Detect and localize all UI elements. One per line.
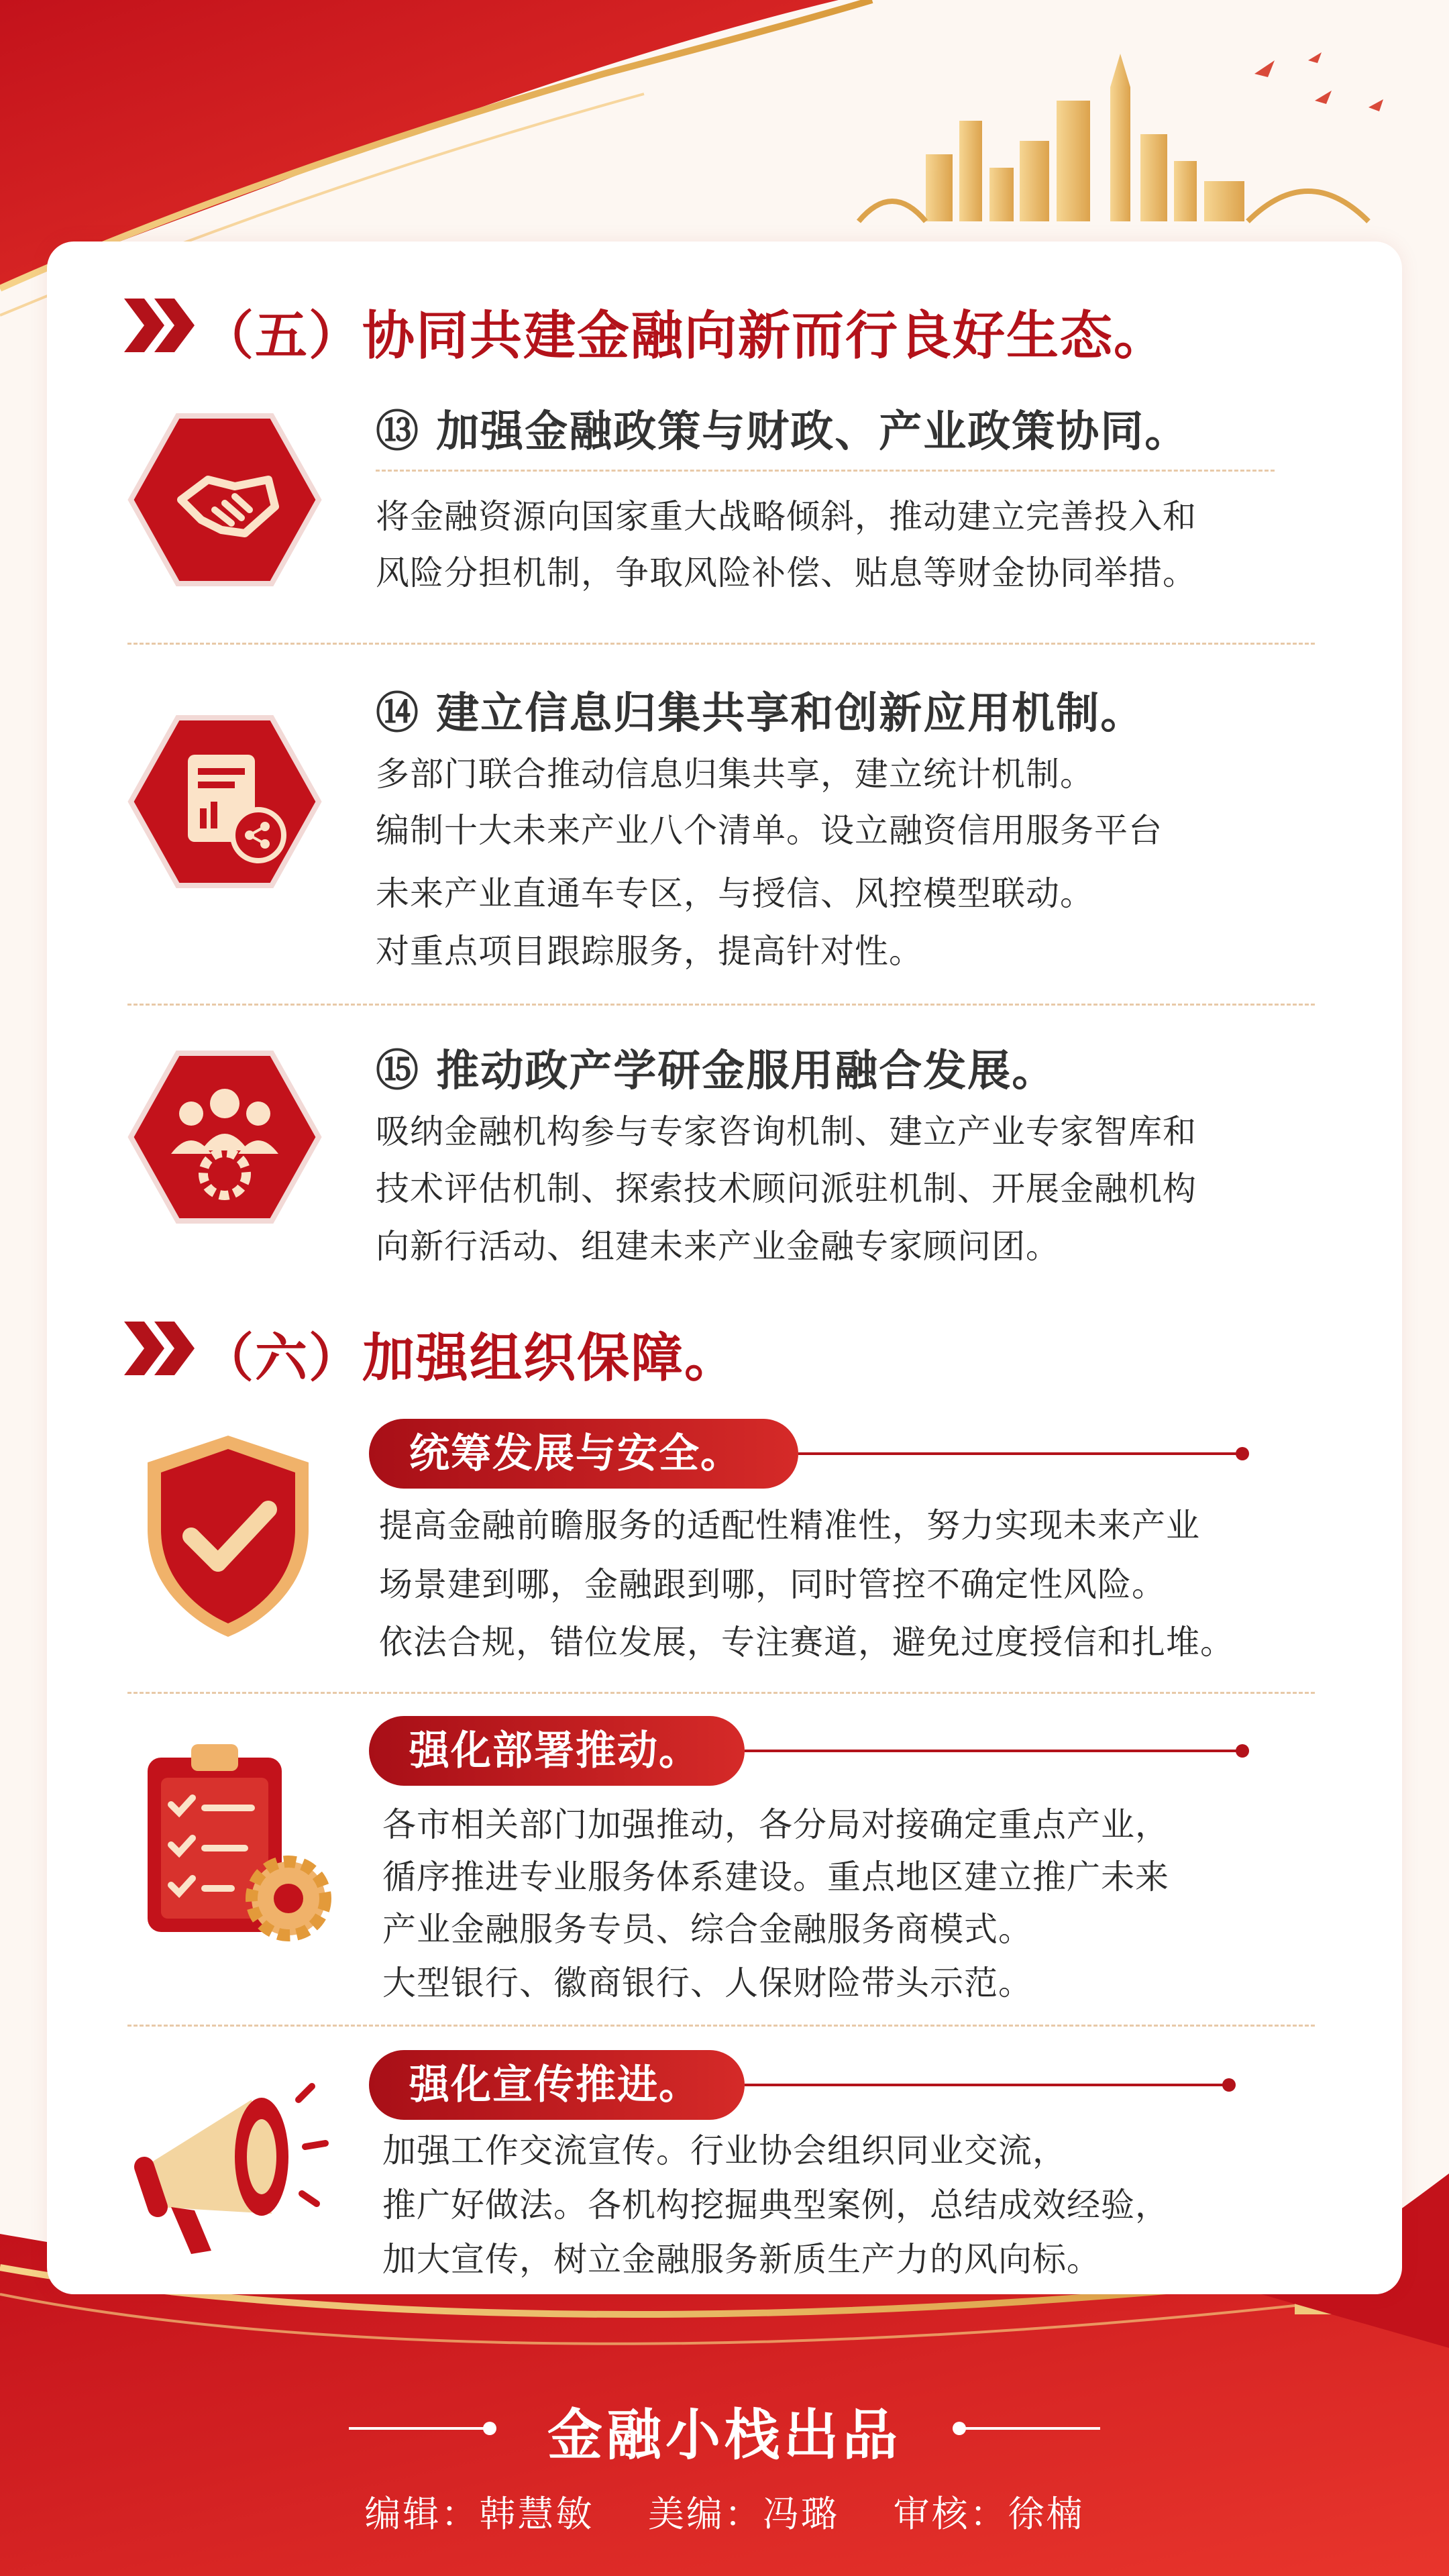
divider: [127, 1004, 1315, 1006]
pill-dot: [1236, 1447, 1249, 1460]
divider: [127, 2025, 1315, 2027]
item15-line-1: 吸纳金融机构参与专家咨询机制、建立产业专家智库和: [376, 1112, 1197, 1151]
brand-title: 金融小栈出品: [547, 2404, 902, 2467]
brand-divider-right: [959, 2427, 1100, 2430]
item15-line-3: 向新行活动、组建未来产业金融专家顾问团。: [376, 1227, 1060, 1266]
item14-line-1: 多部门联合推动信息归集共享，建立统计机制。: [376, 755, 1094, 794]
pill-heading-publicity: 强化宣传推进。: [369, 2050, 745, 2120]
chevron-right-icon: [124, 1322, 198, 1375]
item13-line-1: 将金融资源向国家重大战略倾斜，推动建立完善投入和: [376, 497, 1197, 536]
clipboard-gear-icon: [138, 1737, 339, 1952]
pill-dot: [1236, 1744, 1249, 1758]
pill-divider: [745, 1750, 1241, 1752]
divider: [127, 1692, 1315, 1694]
pill-divider: [745, 2084, 1228, 2086]
deployment-line-2: 循序推进专业服务体系建设。重点地区建立推广未来: [382, 1858, 1169, 1896]
chevron-right-icon: [124, 299, 198, 352]
publicity-line-2: 推广好做法。各机构挖掘典型案例，总结成效经验，: [382, 2186, 1169, 2224]
security-line-2: 场景建到哪，金融跟到哪，同时管控不确定性风险。: [379, 1565, 1166, 1604]
item13-line-2: 风险分担机制，争取风险补偿、贴息等财金协同举措。: [376, 553, 1197, 592]
security-line-3: 依法合规，错位发展，专注赛道，避免过度授信和扎堆。: [379, 1623, 1234, 1662]
megaphone-icon: [117, 2053, 332, 2267]
item13-heading: ⑬ 加强金融政策与财政、产业政策协同。: [376, 407, 1189, 457]
item14-line-4: 对重点项目跟踪服务，提高针对性。: [376, 932, 923, 971]
deployment-line-4: 大型银行、徽商银行、人保财险带头示范。: [382, 1964, 1032, 2002]
item14-line-2: 编制十大未来产业八个清单。设立融资信用服务平台: [376, 811, 1163, 850]
credits: 编辑：韩慧敏 美编：冯璐 审核：徐楠: [364, 2493, 1085, 2535]
pill-heading-deployment: 强化部署推动。: [369, 1716, 745, 1786]
security-line-1: 提高金融前瞻服务的适配性精准性，努力实现未来产业: [379, 1506, 1200, 1545]
document-share-icon: [127, 714, 322, 889]
deployment-line-3: 产业金融服务专员、综合金融服务商模式。: [382, 1910, 1032, 1949]
item14-heading: ⑭ 建立信息归集共享和创新应用机制。: [376, 689, 1145, 739]
publicity-line-3: 加大宣传，树立金融服务新质生产力的风向标。: [382, 2240, 1101, 2279]
item14-line-3: 未来产业直通车专区，与授信、风控模型联动。: [376, 874, 1094, 913]
pill-divider: [798, 1452, 1241, 1455]
item15-line-2: 技术评估机制、探索技术顾问派驻机制、开展金融机构: [376, 1169, 1197, 1208]
divider: [127, 643, 1315, 645]
handshake-icon: [127, 413, 322, 587]
divider: [376, 470, 1275, 472]
deployment-line-1: 各市相关部门加强推动，各分局对接确定重点产业，: [382, 1805, 1169, 1844]
team-gear-icon: [127, 1050, 322, 1224]
pill-heading-security: 统筹发展与安全。: [369, 1419, 798, 1489]
pill-dot: [1222, 2078, 1236, 2092]
item15-heading: ⑮ 推动政产学研金服用融合发展。: [376, 1046, 1057, 1096]
section6-title: （六）加强组织保障。: [201, 1328, 739, 1389]
publicity-line-1: 加强工作交流宣传。行业协会组织同业交流，: [382, 2131, 1067, 2170]
shield-check-icon: [134, 1429, 322, 1644]
section5-title: （五）协同共建金融向新而行良好生态。: [201, 306, 1168, 366]
